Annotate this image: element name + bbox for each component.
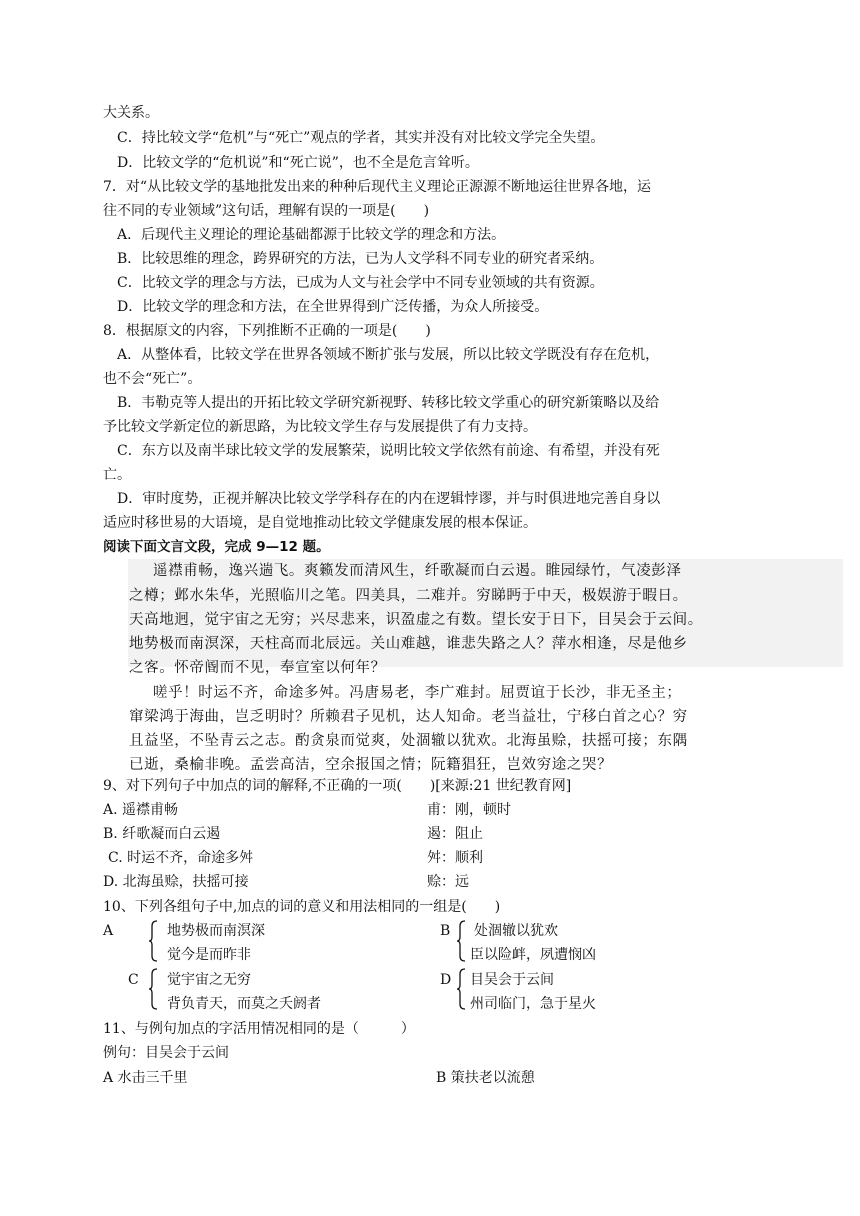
q10-option-c-line1: 觉宇宙之无穷: [167, 972, 251, 988]
q10-option-b-line2: 臣以险衅，夙遭悯凶: [470, 947, 596, 963]
option-line: 也不会“死亡”。: [103, 371, 202, 387]
q11-example: 例句：目吴会于云间: [103, 1045, 229, 1061]
passage-line: 地势极而南溟深，天柱高而北辰远。关山难越，谁悲失路之人？萍水相逢，尽是他乡: [129, 636, 688, 652]
option-line: B．比较思维的理念，跨界研究的方法，已为人文学科不同专业的研究者采纳。: [117, 251, 604, 267]
q11-option-b: B 策扶老以流憩: [436, 1070, 535, 1086]
passage-line: 已逝，桑榆非晚。孟尝高洁，空余报国之情；阮籍猖狂，岂效穷途之哭？: [129, 757, 613, 773]
passage-line: 窜梁鸿于海曲，岂乏明时？所赖君子见机，达人知命。老当益壮，宁移白首之心？穷: [129, 709, 688, 725]
passage-line: 之客。怀帝阍而不见，奉宣室以何年？: [129, 660, 386, 676]
passage-line: 天高地迥，觉宇宙之无穷；兴尽悲来，识盈虚之有数。望长安于日下，目吴会于云间。: [129, 612, 703, 628]
q9-option-b: B. 纤歌凝而白云遏: [103, 826, 221, 842]
q9-gloss-a: 甫：刚，顿时: [427, 802, 511, 818]
q10-option-d-label: D: [440, 972, 452, 988]
option-line: D．比较文学的“危机说”和“死亡说”，也不全是危言耸听。: [117, 155, 479, 171]
brace-icon: [148, 920, 158, 962]
q11-option-a: A 水击三千里: [103, 1070, 188, 1086]
q9-gloss-d: 赊：远: [427, 874, 469, 890]
q10-option-a-label: A: [103, 923, 114, 939]
passage-line: 嗟乎！时运不齐，命途多舛。冯唐易老，李广难封。屈贾谊于长沙，非无圣主；: [153, 685, 682, 701]
option-line: C．东方以及南半球比较文学的发展繁荣，说明比较文学依然有前途、有希望，并没有死: [117, 443, 660, 459]
text-line: 大关系。: [103, 105, 159, 121]
q10-option-d-line1: 目吴会于云间: [470, 972, 554, 988]
question-stem: 8．根据原文的内容，下列推断不正确的一项是( ): [103, 323, 431, 339]
option-line: D．比较文学的理念和方法，在全世界得到广泛传播，为众人所接受。: [117, 299, 549, 315]
q10-option-d-line2: 州司临门，急于星火: [470, 996, 596, 1012]
q10-option-c-label: C: [128, 972, 139, 988]
q9-option-a: A. 遥襟甫畅: [103, 802, 179, 818]
question-stem: 10、下列各组句子中,加点的词的意义和用法相同的一组是( ): [103, 899, 501, 915]
brace-icon: [456, 920, 466, 962]
q9-option-d: D. 北海虽赊，扶摇可接: [103, 874, 249, 890]
passage-line: 且益坚，不坠青云之志。酌贪泉而觉爽，处涸辙以犹欢。北海虽赊，扶摇可接；东隅: [129, 733, 688, 749]
question-stem: 7．对“从比较文学的基地批发出来的种种后现代主义理论正源源不断地运往世界各地，运: [103, 179, 652, 195]
question-stem: 11、与例句加点的字活用情况相同的是（ ）: [103, 1021, 415, 1037]
q10-option-b-line1: 处涸辙以犹欢: [474, 923, 558, 939]
option-line: D．审时度势，正视并解决比较文学学科存在的内在逻辑悖谬，并与时俱进地完善自身以: [117, 491, 661, 507]
option-line: A．后现代主义理论的理论基础都源于比较文学的理念和方法。: [117, 227, 506, 243]
section-heading: 阅读下面文言文段，完成 9—12 题。: [103, 539, 330, 555]
brace-icon: [148, 968, 158, 1010]
option-line: C．持比较文学“危机”与“死亡”观点的学者，其实并没有对比较文学完全失望。: [117, 130, 605, 146]
q10-option-b-label: B: [440, 923, 451, 939]
passage-line: 遥襟甫畅，逸兴遄飞。爽籁发而清风生，纤歌凝而白云遏。睢园绿竹，气凌彭泽: [153, 563, 682, 579]
option-line: B．韦勒克等人提出的开拓比较文学研究新视野、转移比较文学重心的研究新策略以及给: [117, 395, 660, 411]
q10-option-c-line2: 背负青天，而莫之夭阏者: [167, 996, 321, 1012]
q9-option-c: C. 时运不齐，命途多舛: [108, 850, 254, 866]
q9-gloss-c: 舛：顺利: [427, 850, 483, 866]
option-line: 适应时移世易的大语境，是自觉地推动比较文学健康发展的根本保证。: [103, 515, 537, 531]
option-line: 亡。: [103, 467, 131, 483]
question-stem: 9、对下列句子中加点的词的解释,不正确的一项( )[来源:21 世纪教育网]: [103, 778, 572, 794]
question-stem: 往不同的专业领域”这句话，理解有误的一项是( ): [103, 203, 430, 219]
passage-line: 之樽；邺水朱华，光照临川之笔。四美具，二难并。穷睇眄于中天，极娱游于暇日。: [129, 588, 688, 604]
option-line: C．比较文学的理念与方法，已成为人文与社会学中不同专业领域的共有资源。: [117, 275, 604, 291]
q9-gloss-b: 遏：阻止: [427, 826, 483, 842]
option-line: A．从整体看，比较文学在世界各领域不断扩张与发展，所以比较文学既没有存在危机，: [117, 347, 660, 363]
q10-option-a-line1: 地势极而南溟深: [167, 923, 265, 939]
option-line: 予比较文学新定位的新思路，为比较文学生存与发展提供了有力支持。: [103, 419, 537, 435]
q10-option-a-line2: 觉今是而昨非: [167, 947, 251, 963]
brace-icon: [456, 968, 466, 1010]
